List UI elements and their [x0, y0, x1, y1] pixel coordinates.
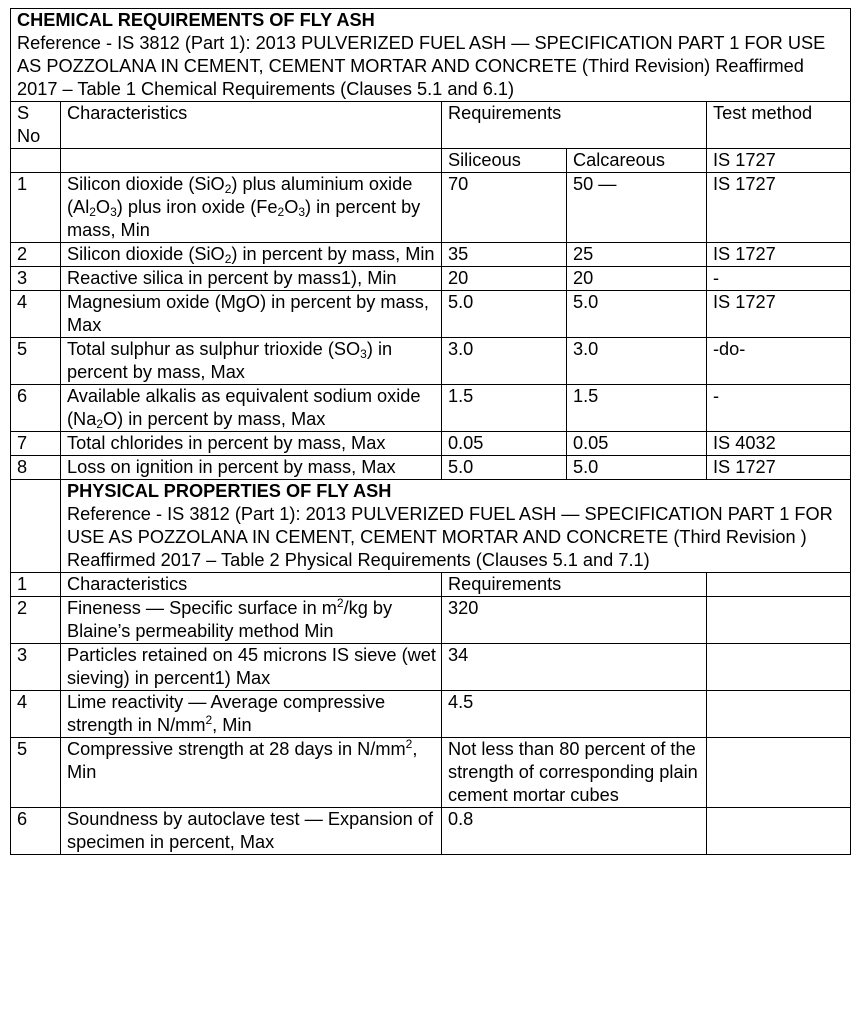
row-characteristic: Particles retained on 45 microns IS sieve (wet sieving) in percent1) Max	[61, 644, 442, 691]
row-requirement: 4.5	[442, 691, 707, 738]
row-calcareous: 5.0	[567, 456, 707, 480]
table-row	[11, 597, 851, 644]
row-requirement: 320	[442, 597, 707, 644]
row-sno: 3	[11, 644, 61, 691]
physical-header-sno: 1	[11, 573, 61, 597]
row-test-method: IS 4032	[707, 432, 851, 456]
row-sno: 5	[11, 338, 61, 385]
row-sno: 8	[11, 456, 61, 480]
physical-title: PHYSICAL PROPERTIES OF FLY ASH	[67, 481, 392, 501]
row-characteristic: Loss on ignition in percent by mass, Max	[61, 456, 442, 480]
chemical-title-cell	[11, 9, 851, 102]
row-test-method: IS 1727	[707, 291, 851, 338]
table-row	[11, 691, 851, 738]
physical-reference: Reference - IS 3812 (Part 1): 2013 PULVERIZED FUEL ASH — SPECIFICATION PART 1 FOR USE AS POZZOLANA IN CEMENT, CEMENT MORTAR AND CONCRETE (Third Revision ) Reaffirmed 2017 – Table 2 Physical Requirements (Clauses 5.1 and 7.1)	[67, 504, 833, 570]
row-test-method: -	[707, 267, 851, 291]
table-row	[11, 267, 851, 291]
chemical-title-row	[11, 9, 851, 102]
table-row	[11, 385, 851, 432]
row-characteristic: Lime reactivity — Average compressive strength in $N/mm^2$, Min	[61, 691, 442, 738]
row-characteristic: Soundness by autoclave test — Expansion of specimen in percent, Max	[61, 808, 442, 855]
physical-title-row	[11, 480, 851, 573]
row-sno: 6	[11, 808, 61, 855]
row-characteristic: Compressive strength at 28 days in $N/mm^2$, Min	[61, 738, 442, 808]
row-calcareous: 3.0	[567, 338, 707, 385]
table-row	[11, 338, 851, 385]
row-characteristic: Silicon dioxide (SiO$_2$) plus aluminium oxide $(Al_2O_3)$ plus iron oxide $(Fe_2O_3)$ in percent by mass, Min	[61, 173, 442, 243]
row-empty	[707, 691, 851, 738]
row-calcareous: 25	[567, 243, 707, 267]
table-row	[11, 456, 851, 480]
row-sno: 4	[11, 291, 61, 338]
table-row	[11, 173, 851, 243]
row-test-method: -	[707, 385, 851, 432]
row-characteristic: Silicon dioxide (SiO$_2$) in percent by mass, Min	[61, 243, 442, 267]
subheader-calcareous: Calcareous	[567, 149, 707, 173]
row-siliceous: 5.0	[442, 291, 567, 338]
row-empty	[707, 597, 851, 644]
table-row	[11, 644, 851, 691]
row-siliceous: 3.0	[442, 338, 567, 385]
row-characteristic: Fineness — Specific surface in $m^2/kg$ by Blaine’s permeability method Min	[61, 597, 442, 644]
row-sno: 7	[11, 432, 61, 456]
row-test-method: IS 1727	[707, 456, 851, 480]
header-characteristics: Characteristics	[61, 102, 442, 149]
row-calcareous: 5.0	[567, 291, 707, 338]
row-requirement: Not less than 80 percent of the strength of corresponding plain cement mortar cubes	[442, 738, 707, 808]
row-calcareous: 50 —	[567, 173, 707, 243]
chemical-reference: Reference - IS 3812 (Part 1): 2013 PULVERIZED FUEL ASH — SPECIFICATION PART 1 FOR USE AS POZZOLANA IN CEMENT, CEMENT MORTAR AND CONCRETE (Third Revision) Reaffirmed 2017 – Table 1 Chemical Requirements (Clauses 5.1 and 6.1)	[17, 33, 826, 99]
physical-header-row	[11, 573, 851, 597]
physical-rows	[11, 597, 851, 855]
row-siliceous: 70	[442, 173, 567, 243]
row-characteristic: Total chlorides in percent by mass, Max	[61, 432, 442, 456]
row-test-method: -do-	[707, 338, 851, 385]
row-siliceous: 35	[442, 243, 567, 267]
row-sno: 1	[11, 173, 61, 243]
row-characteristic: Reactive silica in percent by mass1), Min	[61, 267, 442, 291]
row-requirement: 0.8	[442, 808, 707, 855]
row-characteristic: Total sulphur as sulphur trioxide $(SO_3)$ in percent by mass, Max	[61, 338, 442, 385]
table-row	[11, 808, 851, 855]
chemical-title: CHEMICAL REQUIREMENTS OF FLY ASH	[17, 10, 375, 30]
physical-header-requirements: Requirements	[442, 573, 707, 597]
subheader-test-method: IS 1727	[707, 149, 851, 173]
row-siliceous: 0.05	[442, 432, 567, 456]
row-sno: 6	[11, 385, 61, 432]
row-test-method: IS 1727	[707, 243, 851, 267]
subheader-siliceous: Siliceous	[442, 149, 567, 173]
row-test-method: IS 1727	[707, 173, 851, 243]
chemical-header-row	[11, 102, 851, 149]
row-characteristic: Magnesium oxide (MgO) in percent by mass, Max	[61, 291, 442, 338]
row-calcareous: 20	[567, 267, 707, 291]
row-requirement: 34	[442, 644, 707, 691]
row-empty	[707, 808, 851, 855]
row-siliceous: 1.5	[442, 385, 567, 432]
physical-title-cell	[61, 480, 851, 573]
row-siliceous: 20	[442, 267, 567, 291]
row-empty	[707, 644, 851, 691]
row-sno: 2	[11, 597, 61, 644]
row-sno: 4	[11, 691, 61, 738]
row-calcareous: 1.5	[567, 385, 707, 432]
row-siliceous: 5.0	[442, 456, 567, 480]
row-sno: 3	[11, 267, 61, 291]
table-row	[11, 432, 851, 456]
table-row	[11, 738, 851, 808]
header-sno: S No	[11, 102, 61, 149]
table-row	[11, 243, 851, 267]
fly-ash-requirements-table	[10, 8, 851, 855]
row-characteristic: Available alkalis as equivalent sodium oxide $(Na_2O)$ in percent by mass, Max	[61, 385, 442, 432]
header-test-method: Test method	[707, 102, 851, 149]
chemical-rows	[11, 173, 851, 480]
row-calcareous: 0.05	[567, 432, 707, 456]
chemical-subheader-row	[11, 149, 851, 173]
row-sno: 2	[11, 243, 61, 267]
row-empty	[707, 738, 851, 808]
header-requirements: Requirements	[442, 102, 707, 149]
physical-header-characteristics: Characteristics	[61, 573, 442, 597]
table-row	[11, 291, 851, 338]
row-sno: 5	[11, 738, 61, 808]
